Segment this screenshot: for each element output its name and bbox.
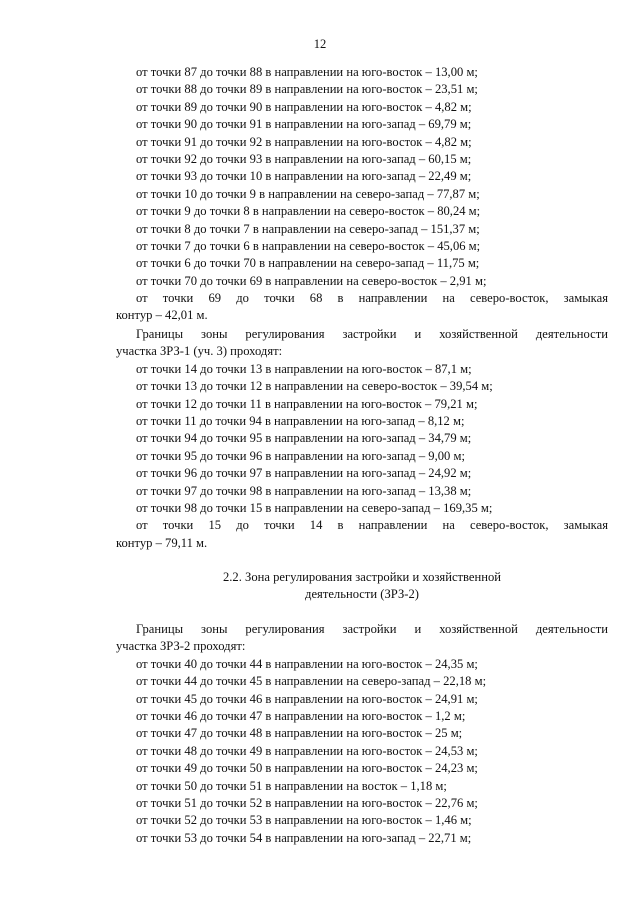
boundary-line: от точки 88 до точки 89 в направлении на юго-восток – 23,51 м;: [136, 82, 478, 97]
zrz1-closing-line2: контур – 79,11 м.: [116, 535, 208, 550]
boundary-line: от точки 7 до точки 6 в направлении на северо-восток – 45,06 м;: [136, 238, 481, 253]
boundary-line: от точки 14 до точки 13 в направлении на юго-восток – 87,1 м;: [136, 361, 472, 376]
zrz2-list: [116, 656, 608, 847]
boundary-line: от точки 50 до точки 51 в направлении на восток – 1,18 м;: [136, 778, 447, 793]
boundary-line: от точки 92 до точки 93 в направлении на юго-запад – 60,15 м;: [136, 151, 472, 166]
boundary-line: от точки 12 до точки 11 в направлении на юго-восток – 79,21 м;: [136, 396, 478, 411]
section1-block: [116, 64, 608, 325]
section1-closing-line1: от точки 69 до точки 68 в направлении на северо-восток, замыкая: [136, 291, 608, 306]
boundary-line: от точки 6 до точки 70 в направлении на северо-запад – 11,75 м;: [136, 256, 480, 271]
section-heading-line1: 2.2. Зона регулирования застройки и хозяйственной: [222, 570, 502, 584]
boundary-line: от точки 97 до точки 98 в направлении на юго-запад – 13,38 м;: [136, 483, 472, 498]
boundary-line: от точки 87 до точки 88 в направлении на юго-восток – 13,00 м;: [136, 65, 478, 79]
zrz1-list: [116, 361, 608, 518]
boundary-line: от точки 8 до точки 7 в направлении на северо-запад – 151,37 м;: [136, 221, 480, 236]
boundary-line: от точки 47 до точки 48 в направлении на юго-восток – 25 м;: [136, 726, 463, 741]
zrz1-closing-line1: от точки 15 до точки 14 в направлении на северо-восток, замыкая: [136, 518, 608, 533]
zrz2-intro-line1: Границы зоны регулирования застройки и хозяйственной деятельности: [136, 622, 608, 636]
boundary-line: от точки 11 до точки 94 в направлении на юго-запад – 8,12 м;: [136, 413, 465, 428]
boundary-line: от точки 95 до точки 96 в направлении на юго-запад – 9,00 м;: [136, 448, 465, 463]
boundary-line: от точки 40 до точки 44 в направлении на юго-восток – 24,35 м;: [136, 656, 478, 671]
boundary-line: от точки 10 до точки 9 в направлении на северо-запад – 77,87 м;: [136, 186, 480, 201]
boundary-line: от точки 51 до точки 52 в направлении на юго-восток – 22,76 м;: [136, 795, 478, 810]
boundary-line: от точки 9 до точки 8 в направлении на северо-восток – 80,24 м;: [136, 204, 481, 219]
boundary-line: от точки 90 до точки 91 в направлении на юго-запад – 69,79 м;: [136, 117, 472, 132]
boundary-line: от точки 46 до точки 47 в направлении на юго-восток – 1,2 м;: [136, 708, 466, 723]
zrz1-intro-line1: Границы зоны регулирования застройки и хозяйственной деятельности: [136, 327, 608, 341]
section-heading: [116, 569, 608, 604]
boundary-line: от точки 98 до точки 15 в направлении на северо-запад – 169,35 м;: [136, 500, 493, 515]
boundary-line: от точки 48 до точки 49 в направлении на юго-восток – 24,53 м;: [136, 743, 478, 758]
page-number: 12: [313, 37, 327, 51]
boundary-line: от точки 91 до точки 92 в направлении на юго-восток – 4,82 м;: [136, 134, 472, 149]
section1-closing-line2: контур – 42,01 м.: [116, 308, 208, 323]
boundary-line: от точки 96 до точки 97 в направлении на юго-запад – 24,92 м;: [136, 466, 472, 481]
boundary-line: от точки 89 до точки 90 в направлении на юго-восток – 4,82 м;: [136, 99, 472, 114]
boundary-line: от точки 44 до точки 45 в направлении на северо-запад – 22,18 м;: [136, 674, 487, 689]
boundary-line: от точки 53 до точки 54 в направлении на юго-запад – 22,71 м;: [136, 830, 472, 845]
zrz2-intro-line2: участка ЗРЗ-2 проходят:: [116, 639, 246, 654]
zrz1-intro-line2: участка ЗРЗ-1 (уч. 3) проходят:: [116, 344, 283, 359]
section-heading-line2: деятельности (ЗРЗ-2): [305, 587, 419, 602]
boundary-line: от точки 45 до точки 46 в направлении на юго-восток – 24,91 м;: [136, 691, 478, 706]
zrz2-block: [116, 621, 608, 847]
section1-list: [116, 64, 608, 290]
boundary-line: от точки 13 до точки 12 в направлении на северо-восток – 39,54 м;: [136, 379, 493, 394]
boundary-line: от точки 94 до точки 95 в направлении на юго-запад – 34,79 м;: [136, 431, 472, 446]
boundary-line: от точки 93 до точки 10 в направлении на юго-запад – 22,49 м;: [136, 169, 472, 184]
boundary-line: от точки 52 до точки 53 в направлении на юго-восток – 1,46 м;: [136, 813, 472, 828]
boundary-line: от точки 49 до точки 50 в направлении на юго-восток – 24,23 м;: [136, 761, 478, 776]
boundary-line: от точки 70 до точки 69 в направлении на северо-восток – 2,91 м;: [136, 273, 487, 288]
zrz1-block: [116, 326, 608, 552]
